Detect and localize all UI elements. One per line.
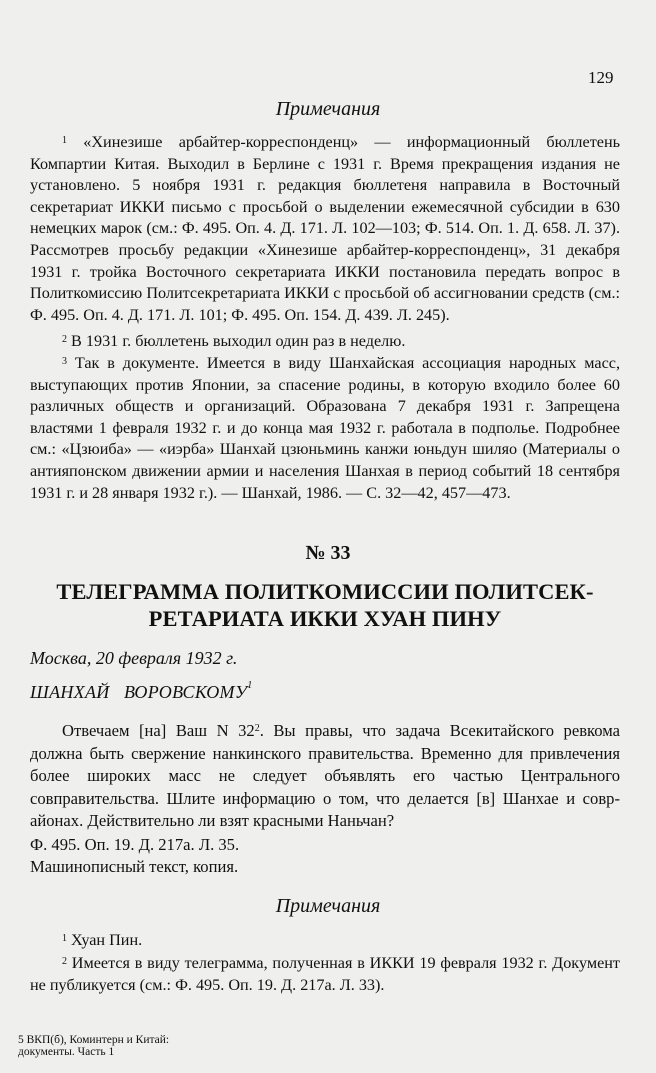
note2-1 bbox=[30, 930, 620, 952]
addressee-text: ШАНХАЙ ВОРОВСКОМУ bbox=[30, 682, 248, 702]
title-line-1: ТЕЛЕГРАММА ПОЛИТКОМИССИИ ПОЛИТСЕК- bbox=[56, 579, 594, 604]
document-title bbox=[30, 578, 620, 632]
copy-note: Машинописный текст, копия. bbox=[30, 857, 239, 876]
note-number: 2 bbox=[62, 334, 67, 345]
addressee-footnote-mark: 1 bbox=[247, 680, 253, 691]
body-text: Отвечаем [на] Ваш N 32 bbox=[62, 721, 255, 740]
note-text: Хуан Пин. bbox=[71, 931, 143, 949]
archive-info bbox=[30, 834, 620, 878]
note-text: Так в документе. Имеется в виду Шанхайская ассоциация народных масс, выступающих против Японии, за спасение родины, в которую входило более 60 различных обществ и организаций. Образована 7 декабря 1931 г. Запрещена властями 1 февраля 1932 г. и до конца мая 1932 г. работала в подполье. Подробнее см.: «Цзюиба» — «иэрба» Шанхай цзюньминь канжи юньдун шиляо (Материалы о антияпонском движении армии и населения Шанхая в период событий 18 сентября 1931 г. и 28 января 1932 г.). — Шанхай, 1986. — С. 32—42, 457—473. bbox=[30, 354, 620, 502]
note-3 bbox=[30, 353, 620, 504]
telegram-body bbox=[30, 720, 620, 833]
archive-reference: Ф. 495. Оп. 19. Д. 217а. Л. 35. bbox=[30, 835, 240, 854]
notes-heading: Примечания bbox=[275, 98, 381, 120]
document-number: № 33 bbox=[305, 542, 351, 564]
footer-line-1: 5 ВКП(б), Коминтерн и Китай: bbox=[18, 1034, 170, 1046]
page-number: 129 bbox=[588, 68, 614, 87]
note-number: 1 bbox=[62, 135, 67, 146]
note-2 bbox=[30, 331, 620, 353]
note-text: В 1931 г. бюллетень выходил один раз в неделю. bbox=[71, 332, 406, 350]
note-number: 1 bbox=[62, 933, 67, 944]
page-footer bbox=[18, 1034, 169, 1058]
note-text: «Хинезише арбайтер-корреспонденц» — информационный бюллетень Компартии Китая. Выходил в Берлине с 1931 г. Время прекращения издания не установлено. 5 ноября 1931 г. редакция бюллетеня направила в Восточный секретариат ИККИ письмо с просьбой о выделении ежемесячной субсидии в 630 немецких марок (см.: Ф. 495. Оп. 4. Д. 171. Л. 102—103; Ф. 514. Оп. 1. Д. 658. Л. 37). Рассмотрев просьбу редакции «Хинезише арбайтер-корреспонденц», 31 декабря 1931 г. тройка Восточного секретариата ИККИ постановила передать вопрос в Политкомиссию Политсекретариата ИККИ с просьбой об ассигновании средств (см.: Ф. 495. Оп. 4. Д. 171. Л. 101; Ф. 495. Оп. 154. Д. 439. Л. 245). bbox=[30, 133, 621, 324]
body-footnote-mark: 2 bbox=[254, 723, 260, 734]
note2-2 bbox=[30, 953, 620, 996]
title-line-2: РЕТАРИАТА ИККИ ХУАН ПИНУ bbox=[148, 606, 502, 631]
footer-line-2: документы. Часть 1 bbox=[18, 1046, 115, 1058]
addressee bbox=[30, 682, 253, 703]
place-date: Москва, 20 февраля 1932 г. bbox=[30, 648, 238, 668]
body-text-cont: . Вы правы, что задача Всекитайского ревкома должна быть свержение нанкинского правительства. Временно для привлечения более широких масс не следует объявлять его частью Центрального совправительства. Шлите информацию о том, что делается [в] Шанхае и соврайонах. Действительно ли взят красными Наньчан? bbox=[30, 721, 620, 830]
note-number: 3 bbox=[62, 356, 67, 367]
note-1 bbox=[30, 132, 620, 326]
note-number: 2 bbox=[62, 956, 67, 967]
notes-heading-2: Примечания bbox=[275, 895, 381, 917]
note-text: Имеется в виду телеграмма, полученная в ИККИ 19 февраля 1932 г. Документ не публикуется (см.: Ф. 495. Оп. 19. Д. 217а. Л. 33). bbox=[30, 954, 620, 994]
